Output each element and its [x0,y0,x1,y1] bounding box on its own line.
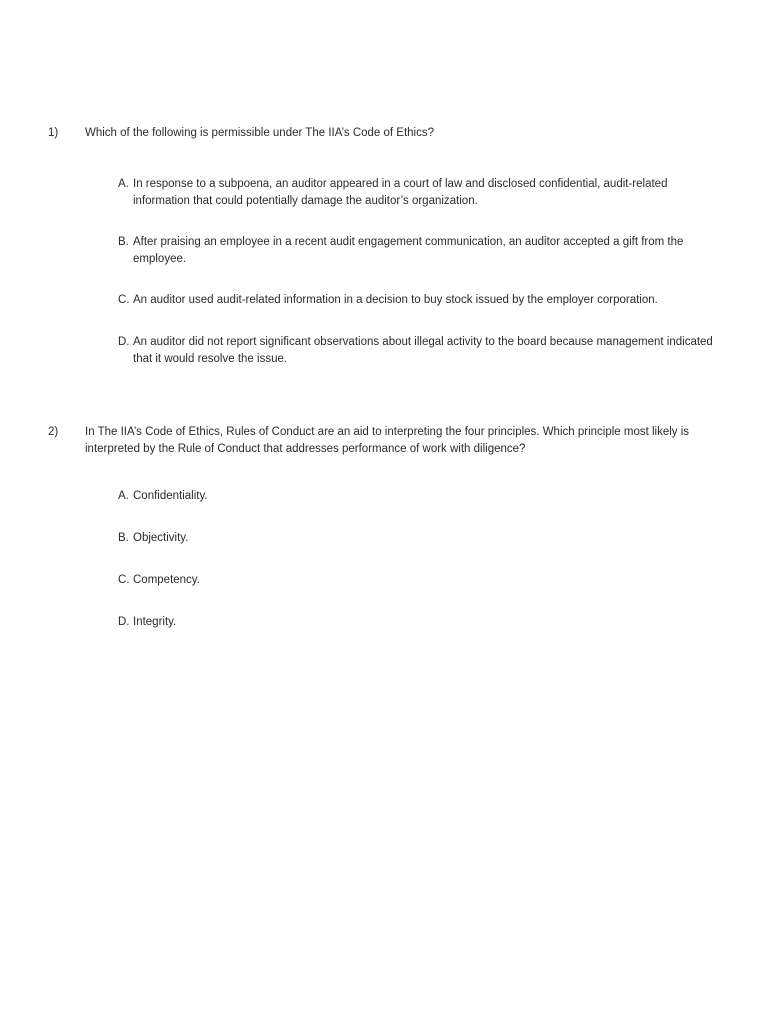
question-number: 2) [48,426,59,438]
option-text: After praising an employee in a recent audit engagement communication, an auditor accepted a gift from the employee. [133,236,684,265]
option-letter: D. [118,616,130,628]
option-letter: C. [118,294,130,306]
answer-option-d [118,614,726,631]
option-text: Integrity. [133,616,177,628]
option-text: An auditor used audit-related information in a decision to buy stock issued by the employer corporation. [133,294,658,306]
option-letter: D. [118,336,130,348]
answer-option-a [118,176,726,209]
question-1 [0,125,768,365]
option-letter: B. [118,236,129,248]
option-text: An auditor did not report significant observations about illegal activity to the board because management indicated that it would resolve the issue. [133,336,713,365]
question-text: Which of the following is permissible under The IIA’s Code of Ethics? [85,127,435,139]
option-text: In response to a subpoena, an auditor appeared in a court of law and disclosed confidential, audit-related information that could potentially damage the auditor’s organization. [133,178,668,207]
question-2-header [0,424,768,457]
option-text: Objectivity. [133,532,189,544]
question-text: In The IIA’s Code of Ethics, Rules of Conduct are an aid to interpreting the four principles. Which principle most likely is interpreted by the Rule of Conduct that addresses performance of work with diligence? [85,426,690,455]
option-text: Competency. [133,574,200,586]
answer-option-b [118,530,726,547]
answer-option-b [118,234,726,267]
question-number: 1) [48,127,59,139]
question-2 [0,424,768,628]
answer-option-c [118,292,726,309]
option-text: Confidentiality. [133,490,208,502]
answer-option-d [118,334,726,367]
option-letter: A. [118,178,129,190]
question-1-header [0,125,768,142]
option-letter: A. [118,490,129,502]
option-letter: B. [118,532,129,544]
answer-option-a [118,488,726,505]
answer-option-c [118,572,726,589]
option-letter: C. [118,574,130,586]
